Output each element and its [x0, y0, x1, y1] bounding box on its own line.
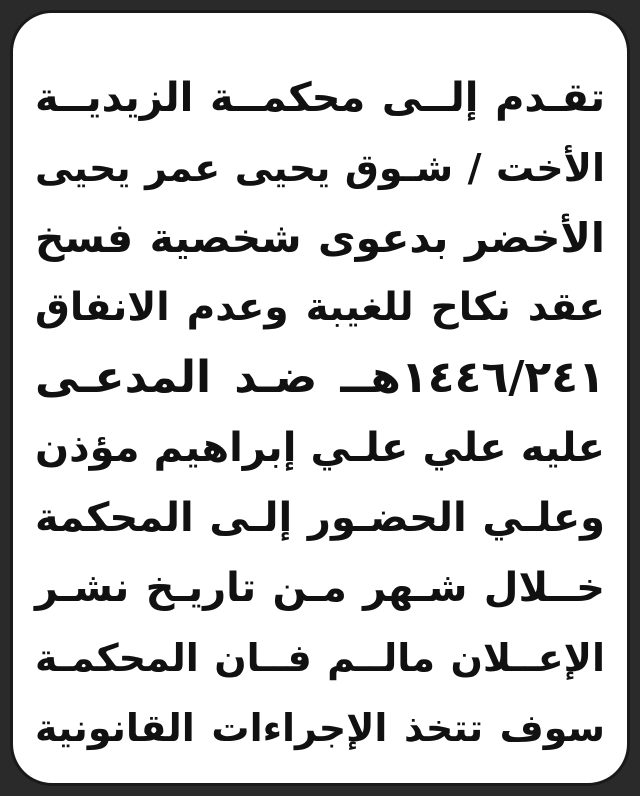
notice-line: عقد نكاح للغيبة وعدم الانفاق — [35, 285, 605, 330]
notice-body — [35, 63, 605, 763]
notice-line: الإعــلان مالــم فــان المحكمـة — [35, 636, 605, 680]
notice-line: ١٤٤٦/٢٤١هــ ضـد المدعـى — [35, 352, 605, 403]
notice-line: تقـدم إلــى محكمــة الزيديــة — [35, 75, 605, 121]
notice-line: وعلـي الحضـور إلـى المحكمة — [35, 495, 605, 541]
notice-line: عليه علي علـي إبراهيم مؤذن — [35, 425, 605, 471]
notice-line: الأخت / شـوق يحيى عمر يحيى — [35, 146, 605, 190]
notice-line: سوف تتخذ الإجراءات القانونية — [35, 706, 605, 750]
notice-line: الأخضر بدعوى شخصية فسخ — [35, 214, 605, 262]
notice-card — [10, 10, 630, 786]
notice-line: خــلال شـهر مـن تاريـخ نشـر — [35, 565, 605, 611]
